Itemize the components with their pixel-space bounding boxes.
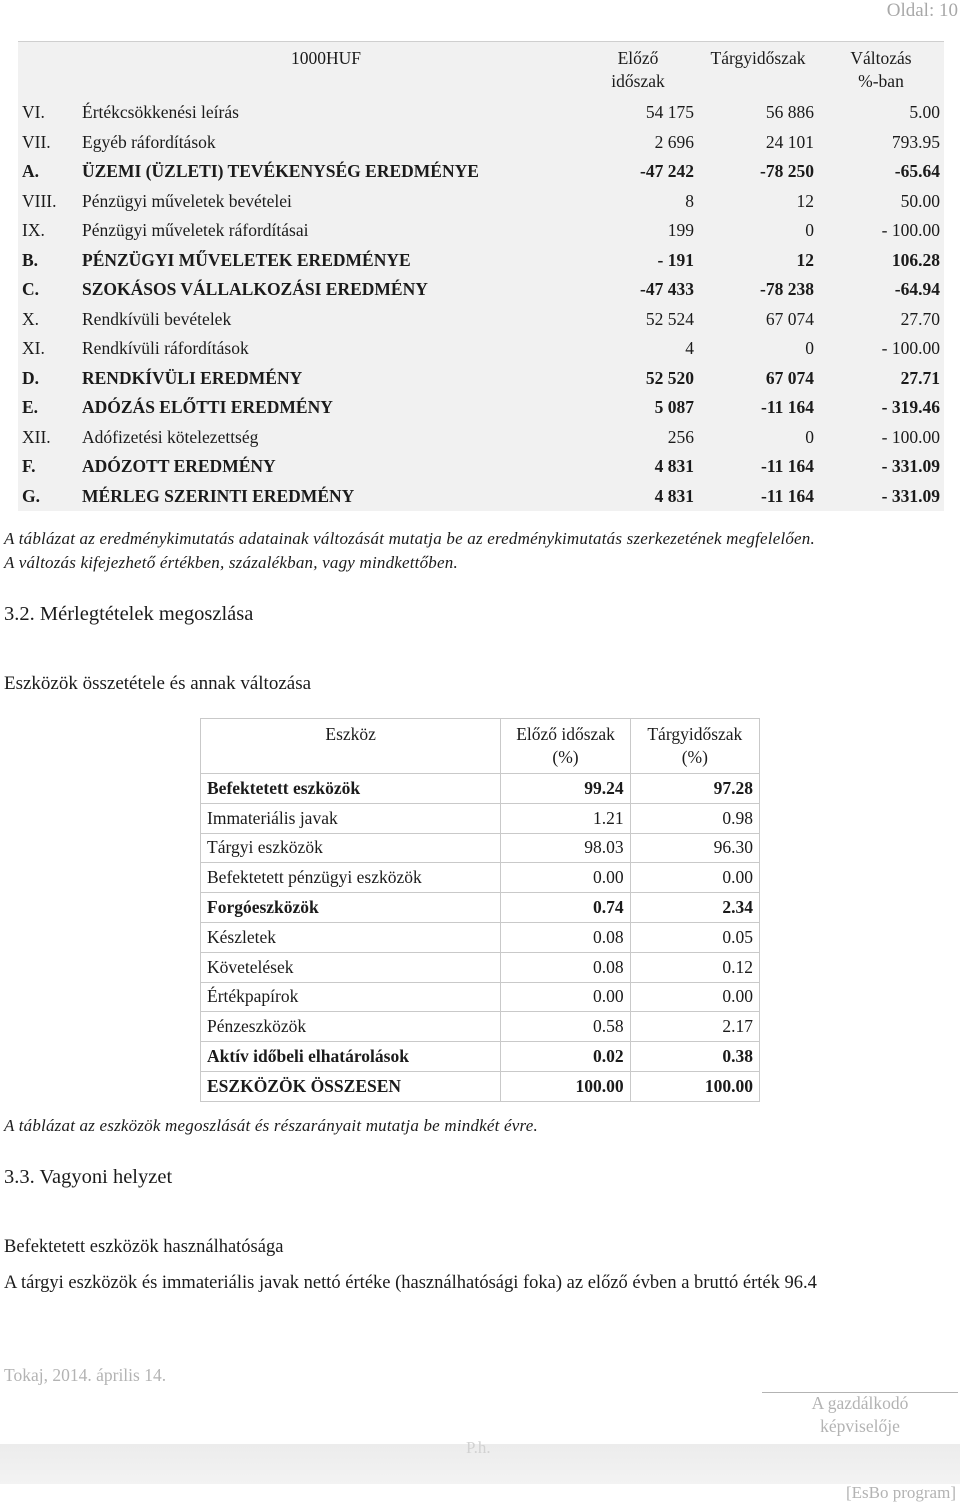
- asset-row: [201, 922, 760, 952]
- income-row: [18, 482, 944, 512]
- row-code: F.: [22, 456, 36, 477]
- usability-text: A tárgyi eszközök és immateriális javak nettó értéke (használhatósági foka) az előző évben a bruttó érték 96.4: [4, 1273, 817, 1293]
- prev-value: 8: [685, 190, 694, 211]
- asset-label: Készletek: [201, 922, 501, 952]
- asset-prev-value: 0.02: [501, 1042, 630, 1072]
- change-value: 106.28: [891, 249, 940, 270]
- row-label: Pénzügyi műveletek ráfordításai: [82, 220, 309, 241]
- asset-prev-value: 0.00: [501, 982, 630, 1012]
- row-code: XII.: [22, 426, 51, 447]
- income-row: [18, 98, 944, 128]
- place-date: Tokaj, 2014. április 14.: [4, 1365, 167, 1385]
- income-note-line2: A változás kifejezhető értékben, százalékban, vagy mindkettőben.: [4, 553, 458, 572]
- asset-curr-value: 97.28: [630, 774, 759, 804]
- asset-curr-value: 2.34: [630, 893, 759, 923]
- asset-curr-value: 0.05: [630, 922, 759, 952]
- row-label: Rendkívüli ráfordítások: [82, 338, 249, 359]
- row-code: X.: [22, 308, 40, 329]
- row-label: Adófizetési kötelezettség: [82, 426, 259, 447]
- row-code: D.: [22, 367, 40, 388]
- change-value: - 319.46: [881, 397, 940, 418]
- page-number: Oldal: 10: [886, 0, 958, 21]
- change-value: -64.94: [894, 279, 940, 300]
- prev-value: 52 520: [645, 367, 694, 388]
- asset-curr-value: 0.98: [630, 803, 759, 833]
- row-label: PÉNZÜGYI MŰVELETEK EREDMÉNYE: [82, 249, 411, 270]
- asset-prev-value: 1.21: [501, 803, 630, 833]
- curr-value: 0: [805, 338, 814, 359]
- prev-value: 4 831: [654, 456, 694, 477]
- income-table-body: [18, 98, 944, 511]
- asset-prev-value: 99.24: [501, 774, 630, 804]
- prev-value: 4: [685, 338, 694, 359]
- row-code: C.: [22, 279, 40, 300]
- asset-prev-value: 0.08: [501, 922, 630, 952]
- curr-value: 12: [796, 190, 814, 211]
- asset-row: [201, 982, 760, 1012]
- row-label: Rendkívüli bevételek: [82, 308, 232, 329]
- row-label: Értékcsökkenési leírás: [82, 102, 239, 123]
- asset-label: Befektetett pénzügyi eszközök: [201, 863, 501, 893]
- row-code: B.: [22, 249, 39, 270]
- income-table-header: [18, 42, 944, 99]
- asset-curr-header: Tárgyidőszak (%): [630, 719, 759, 774]
- curr-value: 67 074: [765, 367, 814, 388]
- asset-label: Forgóeszközök: [201, 893, 501, 923]
- section-heading-3-2: 3.2. Mérlegtételek megoszlása: [4, 603, 254, 625]
- asset-row: [201, 1042, 760, 1072]
- change-value: - 100.00: [881, 426, 940, 447]
- change-value: 27.71: [900, 367, 940, 388]
- change-value: - 100.00: [881, 220, 940, 241]
- row-code: G.: [22, 485, 40, 506]
- change-value: 5.00: [909, 102, 940, 123]
- curr-value: 24 101: [765, 131, 814, 152]
- asset-name-header: Eszköz: [201, 719, 501, 774]
- row-code: VI.: [22, 102, 45, 123]
- change-value: - 331.09: [881, 456, 940, 477]
- change-value: - 331.09: [881, 485, 940, 506]
- row-label: Pénzügyi műveletek bevételei: [82, 190, 292, 211]
- income-row: [18, 452, 944, 482]
- program-label: [EsBo program]: [845, 1483, 956, 1502]
- income-row: [18, 393, 944, 423]
- prev-value: 199: [667, 220, 694, 241]
- curr-value: -11 164: [761, 485, 814, 506]
- income-row: [18, 216, 944, 246]
- curr-value: -78 238: [760, 279, 814, 300]
- asset-prev-value: 0.74: [501, 893, 630, 923]
- income-row: [18, 187, 944, 217]
- asset-label: Pénzeszközök: [201, 1012, 501, 1042]
- stamp-placeholder: P.h.: [466, 1438, 491, 1457]
- usability-heading: Befektetett eszközök használhatósága: [4, 1237, 284, 1257]
- prev-value: 2 696: [654, 131, 694, 152]
- asset-composition-table: [200, 718, 760, 1102]
- change-value: 27.70: [900, 308, 940, 329]
- income-row: [18, 423, 944, 453]
- prev-period-header: Előző időszak: [578, 42, 698, 99]
- curr-value: 67 074: [765, 308, 814, 329]
- income-note-line1: A táblázat az eredménykimutatás adatainak változását mutatja be az eredménykimutatás szerkezetének megfelelően.: [4, 529, 815, 548]
- row-code: VIII.: [22, 190, 57, 211]
- row-code: E.: [22, 397, 39, 418]
- asset-curr-value: 100.00: [630, 1071, 759, 1101]
- income-row: [18, 157, 944, 187]
- prev-value: -47 242: [640, 161, 694, 182]
- asset-row: [201, 833, 760, 863]
- asset-table-header: [201, 719, 760, 774]
- change-value: -65.64: [894, 161, 940, 182]
- asset-curr-value: 96.30: [630, 833, 759, 863]
- curr-value: 0: [805, 220, 814, 241]
- current-period-header: Tárgyidőszak: [698, 42, 818, 99]
- row-label: ÜZEMI (ÜZLETI) TEVÉKENYSÉG EREDMÉNYE: [82, 161, 479, 182]
- asset-curr-value: 0.00: [630, 982, 759, 1012]
- row-code: A.: [22, 161, 40, 182]
- row-label: ADÓZOTT EREDMÉNY: [82, 456, 276, 477]
- prev-value: 54 175: [645, 102, 694, 123]
- asset-prev-value: 0.08: [501, 952, 630, 982]
- prev-value: - 191: [657, 249, 694, 270]
- curr-value: 12: [796, 249, 814, 270]
- assets-heading: Eszközök összetétele és annak változása: [4, 673, 312, 694]
- row-label: Egyéb ráfordítások: [82, 131, 216, 152]
- asset-prev-value: 0.00: [501, 863, 630, 893]
- row-label: MÉRLEG SZERINTI EREDMÉNY: [82, 485, 355, 506]
- income-row: [18, 246, 944, 276]
- asset-prev-value: 0.58: [501, 1012, 630, 1042]
- asset-label: Értékpapírok: [201, 982, 501, 1012]
- change-value: 50.00: [900, 190, 940, 211]
- row-label: ADÓZÁS ELŐTTI EREDMÉNY: [82, 397, 333, 418]
- asset-label: Immateriális javak: [201, 803, 501, 833]
- asset-row: [201, 893, 760, 923]
- curr-value: -11 164: [761, 456, 814, 477]
- income-row: [18, 275, 944, 305]
- curr-value: -11 164: [761, 397, 814, 418]
- asset-label: Befektetett eszközök: [201, 774, 501, 804]
- asset-prev-value: 100.00: [501, 1071, 630, 1101]
- asset-row: [201, 952, 760, 982]
- row-code: IX.: [22, 220, 45, 241]
- income-row: [18, 305, 944, 335]
- asset-label: Tárgyi eszközök: [201, 833, 501, 863]
- asset-curr-value: 0.38: [630, 1042, 759, 1072]
- change-value: - 100.00: [881, 338, 940, 359]
- curr-value: 0: [805, 426, 814, 447]
- row-label: SZOKÁSOS VÁLLALKOZÁSI EREDMÉNY: [82, 279, 428, 300]
- prev-value: -47 433: [640, 279, 694, 300]
- prev-value: 52 524: [645, 308, 694, 329]
- prev-value: 5 087: [654, 397, 694, 418]
- section-heading-3-3: 3.3. Vagyoni helyzet: [4, 1166, 173, 1188]
- change-header: Változás %-ban: [818, 42, 944, 99]
- prev-value: 4 831: [654, 485, 694, 506]
- row-label: RENDKÍVÜLI EREDMÉNY: [82, 367, 303, 388]
- income-row: [18, 364, 944, 394]
- asset-row: [201, 1012, 760, 1042]
- asset-row: [201, 803, 760, 833]
- asset-curr-value: 0.00: [630, 863, 759, 893]
- row-code: XI.: [22, 338, 45, 359]
- asset-curr-value: 0.12: [630, 952, 759, 982]
- income-statement-table: [18, 41, 944, 511]
- asset-table-body: [201, 774, 760, 1102]
- prev-value: 256: [667, 426, 694, 447]
- asset-note: A táblázat az eszközök megoszlását és részarányait mutatja be mindkét évre.: [4, 1116, 538, 1135]
- income-row: [18, 334, 944, 364]
- income-row: [18, 128, 944, 158]
- asset-curr-value: 2.17: [630, 1012, 759, 1042]
- asset-label: ESZKÖZÖK ÖSSZESEN: [201, 1071, 501, 1101]
- row-code: VII.: [22, 131, 51, 152]
- curr-value: 56 886: [765, 102, 814, 123]
- asset-row: [201, 863, 760, 893]
- asset-row: [201, 1071, 760, 1101]
- signatory-label: A gazdálkodó képviselője: [811, 1393, 909, 1436]
- asset-row: [201, 774, 760, 804]
- asset-prev-value: 98.03: [501, 833, 630, 863]
- asset-label: Követelések: [201, 952, 501, 982]
- asset-label: Aktív időbeli elhatárolások: [201, 1042, 501, 1072]
- curr-value: -78 250: [760, 161, 814, 182]
- asset-prev-header: Előző időszak (%): [501, 719, 630, 774]
- change-value: 793.95: [891, 131, 940, 152]
- unit-header: 1000HUF: [78, 42, 578, 99]
